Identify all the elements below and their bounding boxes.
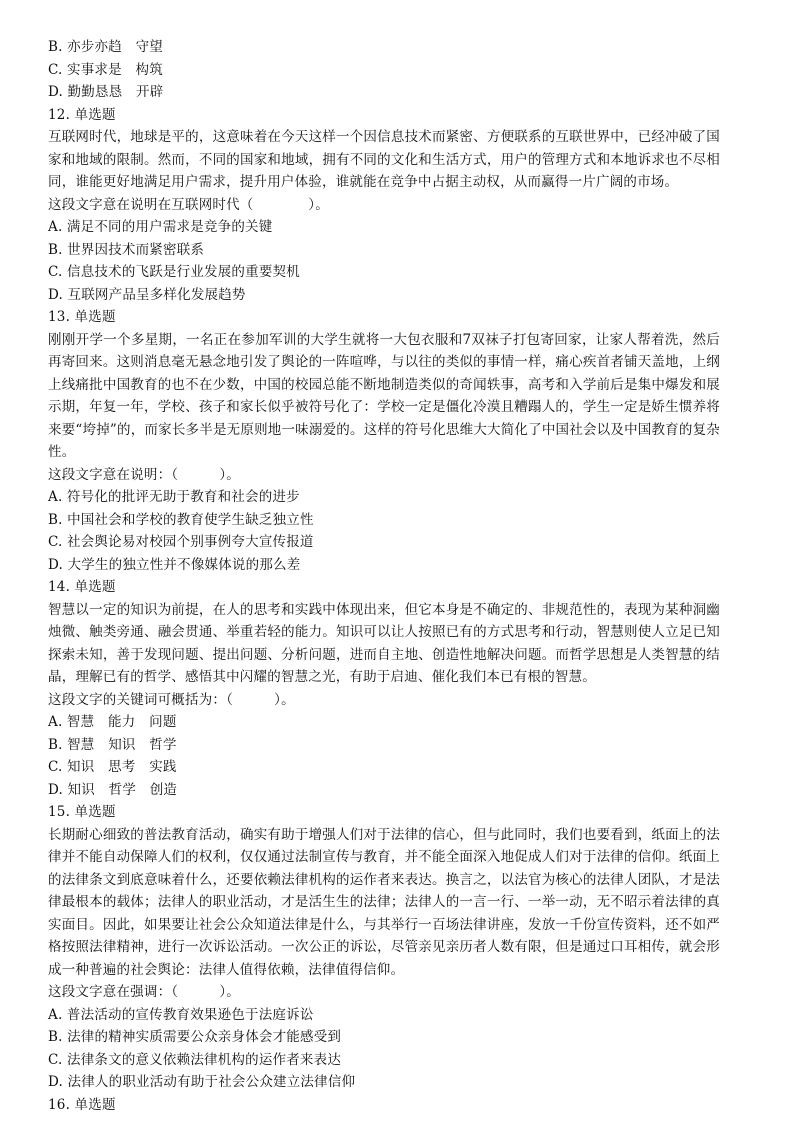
option-d: D. 互联网产品呈多样化发展趋势: [48, 286, 246, 303]
question-stem: 这段文字意在强调：（ ）。: [48, 984, 240, 1000]
question-number: 14. 单选题: [48, 579, 116, 595]
option-b: B. 智慧 知识 哲学: [48, 736, 177, 753]
option-a: A. 智慧 能力 问题: [48, 714, 177, 730]
question-passage: 互联网时代，地球是平的，这意味着在今天这样一个因信息技术而紧密、方便联系的互联世界中，已经冲破了国家和地域的限制。然而，不同的国家和地域，拥有不同的文化和生活方式，用户的管理方式和本地诉求也不尽相同，谁能更好地满足用户需求，提升用户体验，谁就能在竞争中占据主动权，从而赢得一片广阔的市场。: [48, 129, 720, 190]
question-stem: 这段文字意在说明：（ ）。: [48, 466, 240, 483]
question-passage: 智慧以一定的知识为前提，在人的思考和实践中体现出来，但它本身是不确定的、非规范性的，表现为某种洞幽烛微、触类旁通、融会贯通、举重若轻的能力。知识可以让人按照已有的方式思考和行动，智慧则使人立足已知探索未知，善于发现问题、提出问题、分析问题，进而自主地、创造性地解决问题。而哲学思想是人类智慧的结晶，理解已有的哲学、感悟其中闪耀的智慧之光，有助于启迪、催化我们本已有根的智慧。: [48, 601, 720, 685]
option-d: D. 法律人的职业活动有助于社会公众建立法律信仰: [48, 1074, 356, 1090]
option-c: C. 知识 思考 实践: [48, 759, 177, 775]
option-c: C. 社会舆论易对校园个别事例夸大宣传报道: [48, 534, 314, 550]
option-c: C. 信息技术的飞跃是行业发展的重要契机: [48, 264, 300, 280]
question-number: 12. 单选题: [48, 106, 116, 123]
question-number: 13. 单选题: [48, 309, 116, 325]
option-a: A. 满足不同的用户需求是竞争的关键: [48, 219, 273, 235]
option-d: D. 勤勤恳恳 开辟: [48, 84, 164, 100]
question-passage: 长期耐心细致的普法教育活动，确实有助于增强人们对于法律的信心，但与此同时，我们也要看到，纸面上的法律并不能自动保障人们的权利，仅仅通过法制宣传与教育，并不能全面深入地促成人们对于法律的信仰。纸面上的法律条文到底意味着什么，还要依赖法律机构的运作者来表达。换言之，以法官为核心的法律人团队，才是法律最根本的载体；法律人的职业活动，才是活生生的法律；法律人的一言一行、一举一动，无不昭示着法律的真实面目。因此，如果要让社会公众知道法律是什么，与其举行一百场法律讲座，发放一千份宣传资料，还不如严格按照法律精神，进行一次诉讼活动。一次公正的诉讼，尽管亲见亲历者人数有限，但是通过口耳相传，就会形成一种普遍的社会舆论：法律人值得依赖，法律值得信仰。: [48, 826, 720, 978]
option-d: D. 大学生的独立性并不像媒体说的那么差: [48, 556, 301, 573]
option-c: C. 实事求是 构筑: [48, 61, 163, 78]
question-13: [48, 306, 720, 576]
option-a: A. 普法活动的宣传教育效果逊色于法庭诉讼: [48, 1006, 314, 1023]
option-d: D. 知识 哲学 创造: [48, 781, 178, 798]
question-stem: 这段文字的关键词可概括为：（ ）。: [48, 691, 295, 708]
option-b: B. 中国社会和学校的教育使学生缺乏独立性: [48, 511, 314, 528]
option-b: B. 亦步亦趋 守望: [48, 39, 164, 55]
question-16: [48, 1094, 720, 1117]
option-b: B. 世界因技术而紧密联系: [48, 241, 205, 258]
question-number: 16. 单选题: [48, 1096, 116, 1113]
previous-question-options: [48, 36, 720, 104]
option-c: C. 法律条文的意义依赖法律机构的运作者来表达: [48, 1051, 342, 1068]
question-passage: 刚刚开学一个多星期，一名正在参加军训的大学生就将一大包衣服和7双袜子打包寄回家，让家人帮着洗，然后再寄回来。这则消息毫无悬念地引发了舆论的一阵喧哗，与以往的类似的事情一样，痛心疾首者铺天盖地，上纲上线痛批中国教育的也不在少数，中国的校园总能不断地制造类似的奇闻轶事，高考和入学前后是集中爆发和展示期，年复一年，学校、孩子和家长似乎被符号化了：学校一定是僵化冷漠且糟蹋人的，学生一定是娇生惯养将来要“垮掉”的，而家长多半是无原则地一味溺爱的。这样的符号化思维大大简化了中国社会以及中国教育的复杂性。: [48, 331, 720, 460]
question-12: [48, 104, 720, 307]
option-a: A. 符号化的批评无助于教育和社会的进步: [48, 489, 300, 505]
question-number: 15. 单选题: [48, 804, 116, 820]
question-stem: 这段文字意在说明在互联网时代（ ）。: [48, 196, 329, 213]
option-b: B. 法律的精神实质需要公众亲身体会才能感受到: [48, 1029, 342, 1045]
question-15: [48, 801, 720, 1094]
question-14: [48, 576, 720, 801]
